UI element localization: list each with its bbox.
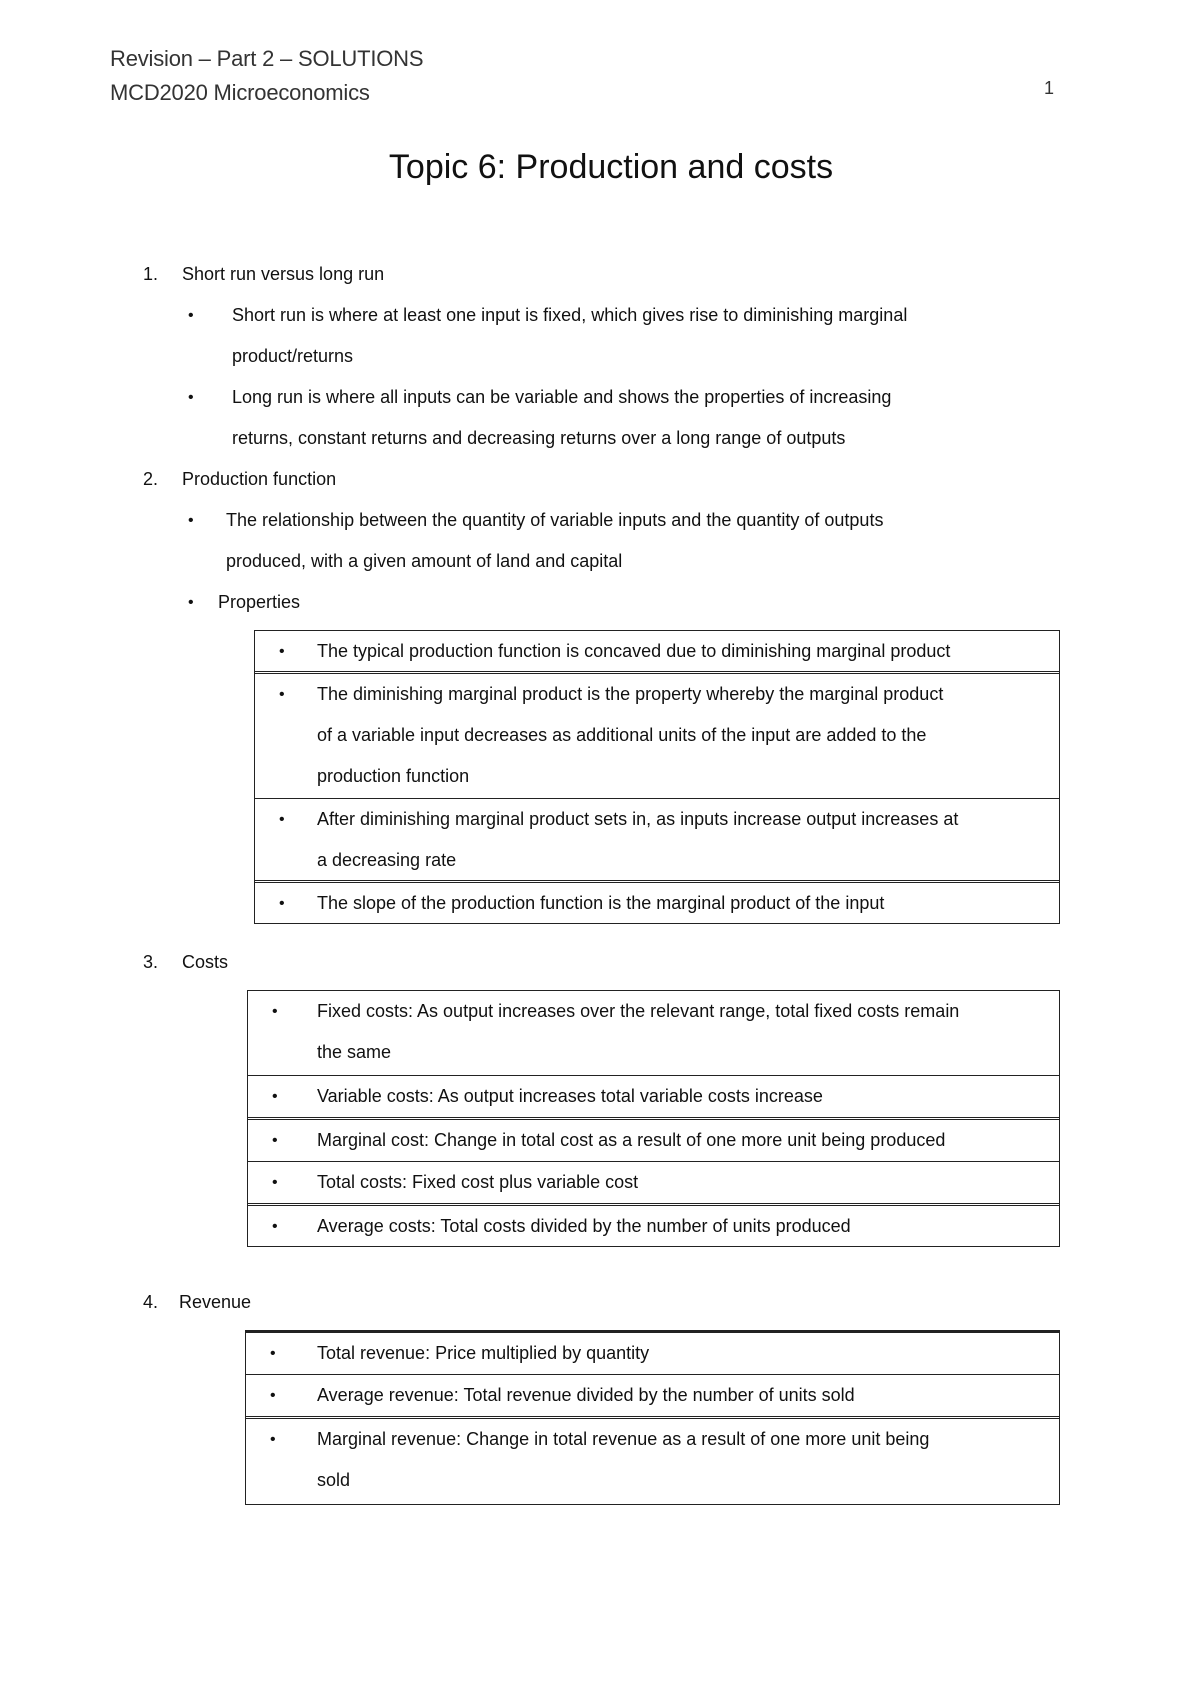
section-2-bullet-2-glyph: • [188,594,194,611]
bullet-glyph: • [270,1387,276,1404]
table-row [248,1120,1059,1162]
section-4-heading: Revenue [179,1292,252,1312]
table-row [248,1162,1059,1206]
bullet-glyph: • [279,811,285,828]
table-row [255,631,1059,674]
section-1-heading: Short run versus long run [182,264,385,284]
bullet-glyph: • [272,1218,278,1235]
section-1-bullet-1-line-2: product/returns [232,346,354,366]
section-2-bullet-1-line-2: produced, with a given amount of land and capital [226,551,623,571]
table-row [246,1333,1059,1375]
revenue-table [245,1330,1060,1505]
page-number: 1 [1044,78,1055,98]
section-1-bullet-2-line-2: returns, constant returns and decreasing returns over a long range of outputs [232,428,846,448]
table-cell-text: The typical production function is concaved due to diminishing marginal product [317,641,951,661]
table-cell-text: After diminishing marginal product sets in, as inputs increase output increases at a decreasing rate [317,809,959,870]
table-cell-text: Fixed costs: As output increases over the relevant range, total fixed costs remain the same [317,1001,960,1062]
table-cell-text: Total revenue: Price multiplied by quantity [317,1343,650,1363]
table-row [255,674,1059,799]
header-course-name: MCD2020 Microeconomics [110,80,370,105]
bullet-glyph: • [279,686,285,703]
table-row [255,883,1059,923]
table-cell-text: The diminishing marginal product is the property whereby the marginal product of a variable input decreases as additional units of the input are added to the production function [317,684,944,786]
table-cell-text: Marginal cost: Change in total cost as a result of one more unit being produced [317,1130,946,1150]
bullet-glyph: • [279,895,285,912]
table-row [246,1375,1059,1419]
table-row [248,1206,1059,1246]
bullet-glyph: • [272,1132,278,1149]
section-3-number: 3. [143,952,159,972]
section-2-number: 2. [143,469,159,489]
table-row [246,1419,1059,1504]
section-1-bullet-2-line-1: Long run is where all inputs can be variable and shows the properties of increasing [232,387,892,407]
table-cell-text: Average revenue: Total revenue divided by the number of units sold [317,1385,855,1405]
table-row [248,1076,1059,1120]
section-4-number: 4. [143,1292,159,1312]
section-2-bullet-1-line-1: The relationship between the quantity of variable inputs and the quantity of outputs [226,510,884,530]
table-cell-text: Marginal revenue: Change in total revenue as a result of one more unit being sold [317,1429,930,1490]
bullet-glyph: • [272,1003,278,1020]
table-row [248,991,1059,1076]
section-2-bullet-1-glyph: • [188,512,194,529]
section-3-heading: Costs [182,952,229,972]
table-cell-text: Variable costs: As output increases total variable costs increase [317,1086,823,1106]
bullet-glyph: • [272,1088,278,1105]
bullet-glyph: • [270,1345,276,1362]
production-function-properties-table [254,630,1060,924]
table-cell-text: The slope of the production function is the marginal product of the input [317,893,885,913]
header-document-title: Revision – Part 2 – SOLUTIONS [110,46,424,71]
table-cell-text: Total costs: Fixed cost plus variable cost [317,1172,639,1192]
table-cell-text: Average costs: Total costs divided by the number of units produced [317,1216,851,1236]
section-1-number: 1. [143,264,159,284]
bullet-glyph: • [279,643,285,660]
section-2-bullet-2-line-1: Properties [218,592,301,612]
costs-table [247,990,1060,1247]
bullet-glyph: • [272,1174,278,1191]
table-row [255,799,1059,883]
section-2-heading: Production function [182,469,337,489]
bullet-glyph: • [270,1431,276,1448]
section-1-bullet-1-line-1: Short run is where at least one input is fixed, which gives rise to diminishing marginal [232,305,908,325]
section-1-bullet-1-glyph: • [188,307,194,324]
section-1-bullet-2-glyph: • [188,389,194,406]
page-title: Topic 6: Production and costs [388,148,834,186]
